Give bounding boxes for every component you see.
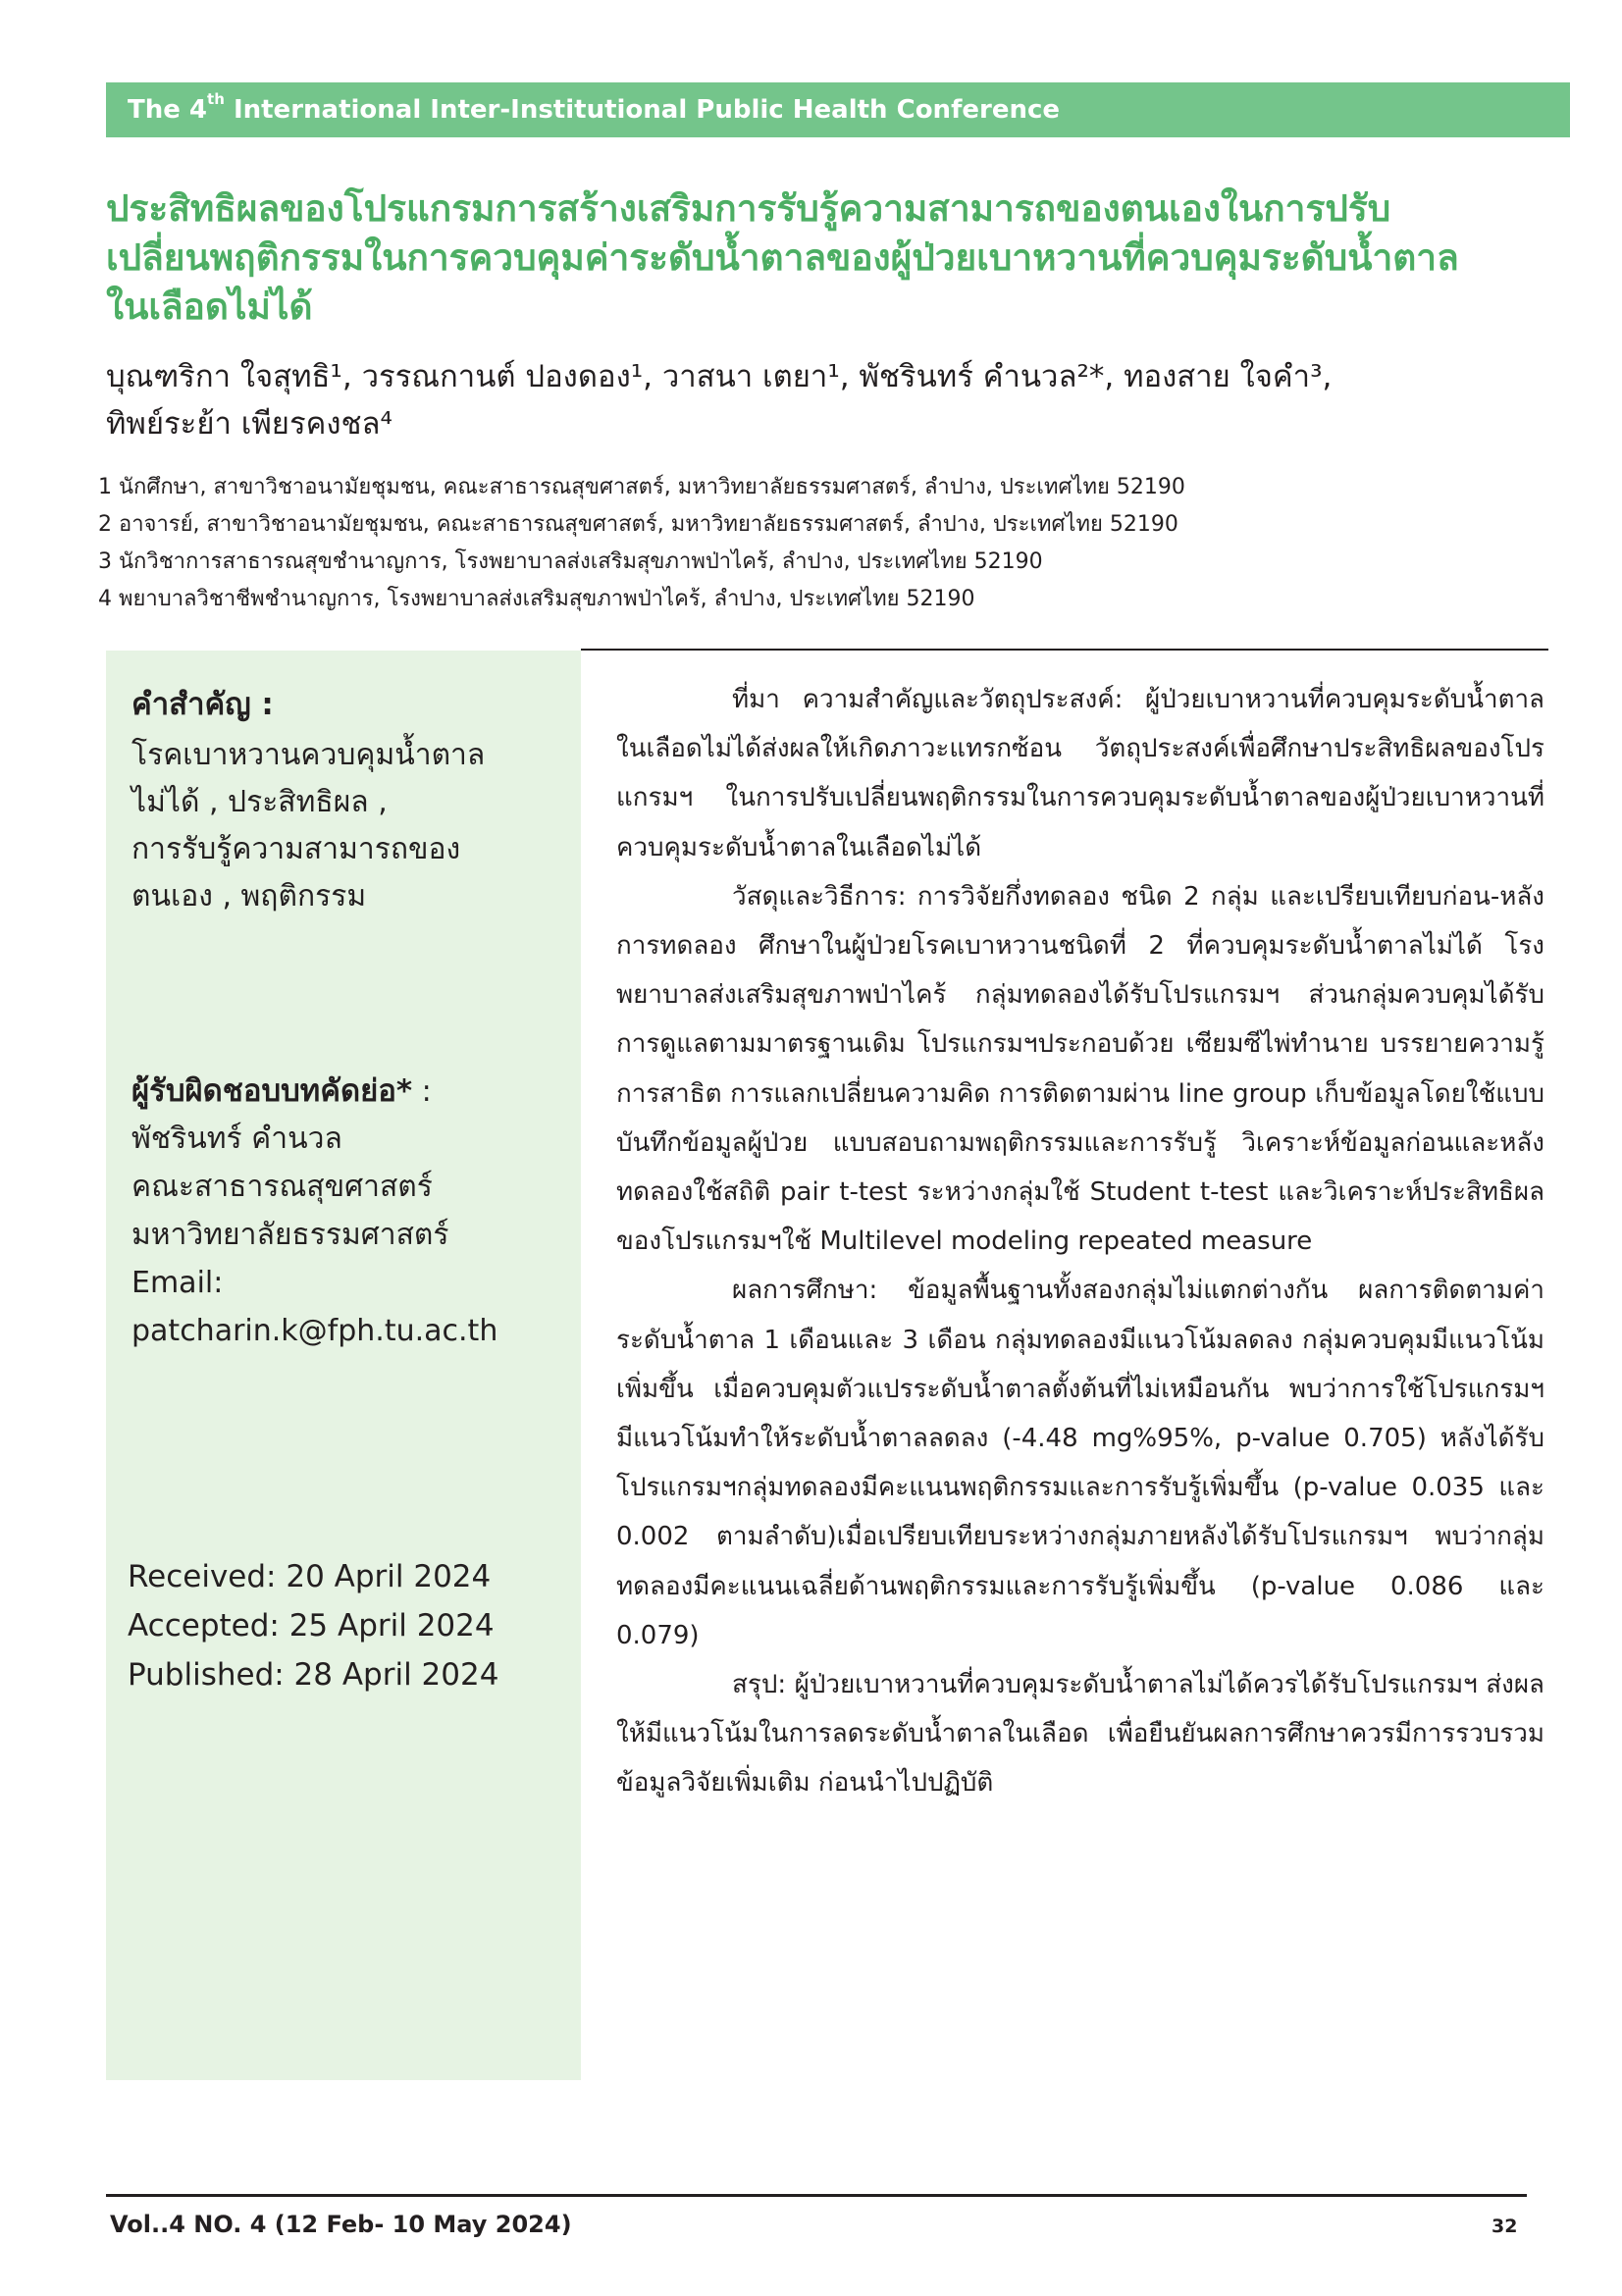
abstract-methods: วัสดุและวิธีการ: การวิจัยกึ่งทดลอง ชนิด 2 กลุ่ม และเปรียบเทียบก่อน-หลังการทดลอง ศึกษาในผู้ป่วยโรคเบาหวานชนิดที่ 2 ที่ควบคุมระดับน้ำตาลไม่ได้ โรงพยาบาลส่งเสริมสุขภาพป่าไคร้ กลุ่มทดลองได้รับโปรแกรมฯ ส่วนกลุ่มควบคุมได้รับการดูแลตามมาตรฐานเดิม โปรแกรมฯประกอบด้วย เซียมซีไพ่ทำนาย บรรยายความรู้ การสาธิต การแลกเปลี่ยนความคิด การติดตามผ่าน line group เก็บข้อมูลโดยใช้แบบบันทึกข้อมูลผู้ป่วย แบบสอบถามพฤติกรรมและการรับรู้ วิเคราะห์ข้อมูลก่อนและหลังทดลองใช้สถิติ pair t-test ระหว่างกลุ่มใช้ Student t-test และวิเคราะห์ประสิทธิผลของโปรแกรมฯใช้ Multilevel modeling repeated measure [616, 881, 1544, 1257]
footer-divider [106, 2194, 1527, 2197]
abstract-background: ที่มา ความสำคัญและวัตถุประสงค์: ผู้ป่วยเบาหวานที่ควบคุมระดับน้ำตาลในเลือดไม่ได้ส่งผลให้เกิดภาวะแทรกซ้อน วัตถุประสงค์เพื่อศึกษาประสิทธิผลของโปรแกรมฯ ในการปรับเปลี่ยนพฤติกรรมในการควบคุมระดับน้ำตาลของผู้ป่วยเบาหวานที่ควบคุมระดับน้ำตาลในเลือดไม่ได้ [616, 685, 1544, 862]
author-line-1: บุณฑริกา ใจสุทธิ¹, วรรณกานต์ ปองดอง¹, วาสนา เตยา¹, พัชรินทร์ คำนวล²*, ทองสาย ใจคำ³, [106, 359, 1333, 394]
affiliation-2: 2 อาจารย์, สาขาวิชาอนามัยชุมชน, คณะสาธารณสุขศาสตร์, มหาวิทยาลัยธรรมศาสตร์, ลำปาง, ประเทศไทย 52190 [98, 512, 1178, 537]
affiliation-list [98, 469, 1570, 618]
accepted-date: Accepted: 25 April 2024 [128, 1608, 495, 1644]
abstract-results: ผลการศึกษา: ข้อมูลพื้นฐานทั้งสองกลุ่มไม่แตกต่างกัน ผลการติดตามค่าระดับน้ำตาล 1 เดือนและ 3 เดือน กลุ่มทดลองมีแนวโน้มลดลง กลุ่มควบคุมมีแนวโน้มเพิ่มขึ้น เมื่อควบคุมตัวแปรระดับน้ำตาลตั้งต้นที่ไม่เหมือนกัน พบว่าการใช้โปรแกรมฯ มีแนวโน้มทำให้ระดับน้ำตาลลดลง (-4.48 mg%95%, p-value 0.705) หลังได้รับโปรแกรมฯกลุ่มทดลองมีคะแนนพฤติกรรมและการรับรู้เพิ่มขึ้น (p-value 0.035 และ 0.002 ตามลำดับ)เมื่อเปรียบเทียบระหว่างกลุ่มภายหลังได้รับโปรแกรมฯ พบว่ากลุ่มทดลองมีคะแนนเฉลี่ยด้านพฤติกรรมและการรับรู้เพิ่มขึ้น (p-value 0.086 และ 0.079) [616, 1276, 1544, 1650]
conference-name-pre: The 4 [128, 95, 208, 125]
keywords-list [131, 732, 563, 920]
paper-title-line-3: ในเลือดไม่ได้ [106, 286, 313, 328]
corresponding-university: มหาวิทยาลัยธรรมศาสตร์ [131, 1218, 449, 1252]
abstract-conclusion: สรุป: ผู้ป่วยเบาหวานที่ควบคุมระดับน้ำตาลไม่ได้ควรได้รับโปรแกรมฯ ส่งผลให้มีแนวโน้มในการลดระดับน้ำตาลในเลือด เพื่อยืนยันผลการศึกษาควรมีการรวบรวมข้อมูลวิจัยเพิ่มเติม ก่อนนำไปปฏิบัติ [616, 1670, 1544, 1799]
keywords-line-3: การรับรู้ความสามารถของ [131, 832, 461, 866]
corresponding-heading-label: ผู้รับผิดชอบบทคัดย่อ* [131, 1073, 413, 1109]
publication-dates [128, 1552, 498, 1699]
abstract-top-divider [581, 649, 1548, 651]
affiliation-1: 1 นักศึกษา, สาขาวิชาอนามัยชุมชน, คณะสาธารณสุขศาสตร์, มหาวิทยาลัยธรรมศาสตร์, ลำปาง, ประเทศไทย 52190 [98, 475, 1185, 499]
paper-title-line-2: เปลี่ยนพฤติกรรมในการควบคุมค่าระดับน้ำตาลของผู้ป่วยเบาหวานที่ควบคุมระดับน้ำตาล [106, 236, 1459, 279]
author-line-2: ทิพย์ระย้า เพียรคงชล⁴ [106, 406, 392, 442]
paper-title-line-1: ประสิทธิผลของโปรแกรมการสร้างเสริมการรับรู้ความสามารถของตนเองในการปรับ [106, 187, 1391, 230]
conference-name-post: International Inter-Institutional Public Health Conference [224, 95, 1061, 125]
abstract-body [616, 675, 1544, 1808]
keywords-line-2: ไม่ได้ , ประสิทธิผล , [131, 785, 388, 819]
corresponding-heading [131, 1068, 432, 1116]
email-address: patcharin.k@fph.tu.ac.th [131, 1314, 498, 1348]
keywords-line-4: ตนเอง , พฤติกรรม [131, 879, 367, 913]
corresponding-heading-colon: : [412, 1074, 432, 1109]
footer-volume: Vol..4 NO. 4 (12 Feb- 10 May 2024) [110, 2211, 572, 2238]
received-date: Received: 20 April 2024 [128, 1559, 492, 1594]
corresponding-faculty: คณะสาธารณสุขศาสตร์ [131, 1170, 433, 1204]
affiliation-3: 3 นักวิชาการสาธารณสุขชำนาญการ, โรงพยาบาลส่งเสริมสุขภาพป่าไคร้, ลำปาง, ประเทศไทย 52190 [98, 549, 1043, 574]
conference-banner [106, 82, 1570, 137]
page-number: 32 [1491, 2216, 1518, 2237]
author-list [106, 353, 1578, 447]
keywords-heading: คำสำคัญ : [131, 687, 274, 722]
corresponding-details [131, 1115, 573, 1355]
paper-title [106, 184, 1578, 332]
email-label: Email: [131, 1266, 224, 1300]
conference-ordinal-suffix: th [207, 90, 225, 109]
corresponding-name: พัชรินทร์ คำนวล [131, 1122, 342, 1156]
affiliation-4: 4 พยาบาลวิชาชีพชำนาญการ, โรงพยาบาลส่งเสริมสุขภาพป่าไคร้, ลำปาง, ประเทศไทย 52190 [98, 587, 975, 611]
keywords-line-1: โรคเบาหวานควบคุมน้ำตาล [131, 738, 486, 772]
published-date: Published: 28 April 2024 [128, 1657, 499, 1693]
